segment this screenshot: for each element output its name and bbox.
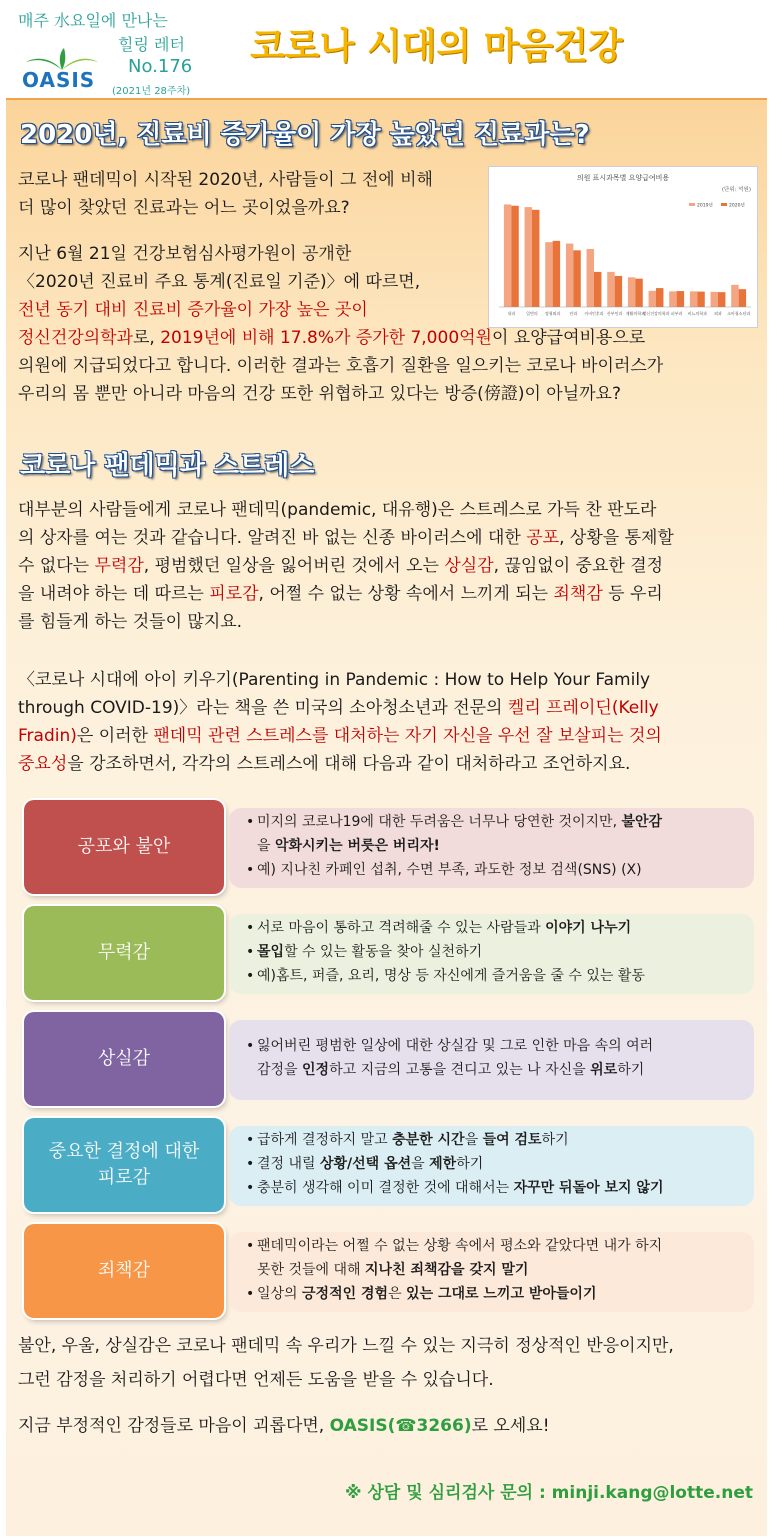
- text-line: [18, 722, 662, 750]
- text-line: [18, 552, 674, 580]
- chart-category-label: 정신건강의학과: [642, 311, 670, 316]
- text-line: [18, 580, 674, 608]
- stress-row: [24, 1012, 754, 1106]
- letter-caption: 힐링 레터: [118, 35, 185, 54]
- page-title: 코로나 시대의 마음건강: [250, 26, 623, 67]
- text-line: 대부분의 사람들에게 코로나 팬데믹(pandemic, 대유행)은 스트레스로 가득 찬 판도라: [18, 500, 657, 520]
- text-span: , 상황을 통제할: [559, 528, 674, 548]
- oasis-logo: [22, 48, 102, 98]
- contact-footer: ※ 상담 및 심리검사 문의 : minji.kang@lotte.net: [345, 1483, 753, 1503]
- legend-swatch: [689, 203, 695, 206]
- logo-text: OASIS: [22, 68, 96, 92]
- text-span: 을 강조하면서, 각각의 스트레스에 대해 다음과 같이 대처하라고 조언하지요.: [67, 754, 631, 774]
- highlight-text: 상실감: [444, 556, 494, 576]
- text-line: 코로나 팬데믹이 시작된 2020년, 사람들이 그 전에 비해: [18, 170, 433, 190]
- stress-label: 중요한 결정에 대한 피로감: [24, 1118, 224, 1212]
- stress-advice: [229, 1232, 754, 1312]
- highlight-text: 켈리 프레이딘(Kelly: [507, 698, 659, 718]
- advice-item: • 몰입할 수 있는 활동을 찾아 실천하기: [257, 940, 754, 964]
- issue-number: No.176: [128, 56, 193, 77]
- text-line: 를 힘들게 하는 것들이 많지요.: [18, 612, 243, 632]
- weekly-caption: 매주 水요일에 만나는: [18, 11, 168, 30]
- section-title-stress: 코로나 팬데믹과 스트레스: [20, 451, 315, 481]
- highlight-text: Fradin): [18, 726, 77, 746]
- chart-category-label: 소아청소년과: [727, 311, 751, 316]
- advice-item: • 예) 지나친 카페인 섭취, 수면 부족, 과도한 정보 검색(SNS) (X): [257, 858, 754, 882]
- legend-label: 2020년: [729, 203, 745, 209]
- stress-label: 무력감: [24, 906, 224, 1000]
- highlight-text: 팬데믹 관련 스트레스를 대처하는 자기 자신을 우선 잘 보살피는 것의: [153, 726, 662, 746]
- chart-bar: [731, 285, 738, 307]
- stress-row: [24, 800, 754, 894]
- legend-swatch: [721, 203, 727, 206]
- chart-bar: [718, 292, 725, 307]
- stress-advice: [229, 808, 754, 888]
- text-span: 수 없다는: [18, 556, 95, 576]
- advice-item: • 급하게 결정하지 말고 충분한 시간을 들여 검토하기: [257, 1128, 754, 1152]
- text-line: [18, 750, 662, 778]
- text-span: 로,: [132, 328, 161, 348]
- advice-item: • 결정 내릴 상황/선택 옵션을 제한하기: [257, 1152, 754, 1176]
- chart-category-label: 안과: [569, 311, 578, 316]
- advice-item: • 잃어버린 평범한 일상에 대한 상실감 및 그로 인한 마음 속의 여러 감정을 인정하고 지금의 고통을 견디고 있는 나 자신을 위로하기: [257, 1034, 754, 1082]
- header: [0, 0, 773, 96]
- legend-label: 2019년: [697, 203, 713, 209]
- chart-category-label: 내과: [507, 311, 516, 316]
- advice-item: • 충분히 생각해 이미 결정한 것에 대해서는 자꾸만 뒤돌아 보지 않기: [257, 1176, 754, 1200]
- text-line: 지난 6월 21일 건강보험심사평가원이 공개한: [18, 244, 352, 264]
- section-title-cost: 2020년, 진료비 증가율이 가장 높았던 진료과는?: [20, 120, 590, 150]
- text-span: 지금 부정적인 감정들로 마음이 괴롭다면,: [18, 1416, 330, 1436]
- text-line: [18, 524, 674, 552]
- text-span: through COVID-19)〉라는 책을 쓴 미국의 소아청소년과 전문의: [18, 698, 508, 718]
- highlight-text: 2019년에 비해 17.8%가 증가한 7,000억원: [160, 328, 492, 348]
- chart-unit: (단위: 억원): [721, 187, 751, 193]
- chart-bar: [697, 292, 704, 307]
- chart-title: 의원 표시과목별 요양급여비용: [576, 174, 670, 182]
- chart-category-label: 정형외과: [544, 311, 561, 316]
- stress-advice: [229, 1126, 754, 1206]
- highlight-line: 전년 동기 대비 진료비 증가율이 가장 높은 곳이: [18, 300, 368, 320]
- intro-paragraph: [18, 166, 433, 222]
- chart-bar: [711, 292, 718, 307]
- chart-bar: [690, 291, 697, 307]
- content-panel: [6, 98, 767, 1536]
- chart-category-label: 산부인과: [606, 311, 623, 316]
- highlight-text: 정신건강의학과: [18, 328, 133, 348]
- stress-row: [24, 1224, 754, 1318]
- advice-item: • 일상의 긍정적인 경험은 있는 그대로 느끼고 받아들이기: [257, 1282, 754, 1306]
- text-span: 등 우리: [602, 584, 663, 604]
- statistics-paragraph: [18, 240, 663, 408]
- text-span: 은 이러한: [76, 726, 154, 746]
- stress-label: 공포와 불안: [24, 800, 224, 894]
- advice-item: • 미지의 코로나19에 대한 두려움은 너무나 당연한 것이지만, 불안감 을 악화시키는 버릇은 버리자!: [257, 810, 754, 858]
- advice-item: • 서로 마음이 통하고 격려해줄 수 있는 사람들과 이야기 나누기: [257, 916, 754, 940]
- contact-highlight: OASIS(☎3266): [329, 1416, 472, 1436]
- chart-category-label: 비뇨의학과: [687, 311, 707, 316]
- stress-label: 상실감: [24, 1012, 224, 1106]
- text-line: [18, 694, 662, 722]
- highlight-text: 무력감: [94, 556, 144, 576]
- stress-row: [24, 906, 754, 1000]
- chart-bar: [739, 289, 746, 307]
- chart-category-label: 이비인후과: [584, 311, 604, 316]
- text-line: [18, 1412, 674, 1440]
- highlight-text: 죄책감: [553, 584, 603, 604]
- advice-item: • 팬데믹이라는 어쩔 수 없는 상황 속에서 평소와 같았다면 내가 하지 못한 것들에 대해 지나친 죄책감을 갖지 말기: [257, 1234, 754, 1282]
- text-line: 우리의 몸 뿐만 아니라 마음의 건강 또한 위협하고 있다는 방증(傍證)이 아닐까요?: [18, 384, 621, 404]
- stress-paragraph: [18, 496, 674, 636]
- text-line: [18, 324, 663, 352]
- stress-label: 죄책감: [24, 1224, 224, 1318]
- text-line: 더 많이 찾았던 진료과는 어느 곳이었을까요?: [18, 198, 350, 218]
- text-span: , 어쩔 수 없는 상황 속에서 느끼게 되는: [258, 584, 554, 604]
- stress-advice: [229, 914, 754, 994]
- book-paragraph: [18, 666, 662, 778]
- text-line: 〈2020년 진료비 주요 통계(진료일 기준)〉에 따르면,: [18, 272, 421, 292]
- highlight-text: 공포: [526, 528, 560, 548]
- text-span: , 끊임없이 중요한 결정: [493, 556, 664, 576]
- text-line: 그런 감정을 처리하기 어렵다면 언제든 도움을 받을 수 있습니다.: [18, 1370, 494, 1390]
- chart-category-label: 피부과: [670, 311, 683, 316]
- issue-week: (2021년 28주차): [112, 86, 191, 97]
- text-span: 이 요양급여비용으로: [491, 328, 646, 348]
- advice-item: • 예)홈트, 퍼즐, 요리, 명상 등 자신에게 즐거움을 줄 수 있는 활동: [257, 964, 754, 988]
- highlight-text: 중요성: [18, 754, 68, 774]
- chart-category-label: 일반의: [526, 311, 538, 316]
- text-line: 〈코로나 시대에 아이 키우기(Parenting in Pandemic : How to Help Your Family: [18, 670, 651, 690]
- closing-paragraph: [18, 1332, 674, 1440]
- chart-category-label: 재활의학과: [625, 311, 645, 316]
- stress-advice: [229, 1020, 754, 1100]
- text-span: 의 상자를 여는 것과 같습니다. 알려진 바 없는 신종 바이러스에 대한: [18, 528, 527, 548]
- stress-row: [24, 1118, 754, 1212]
- chart-bar: [669, 291, 676, 307]
- text-span: 을 내려야 하는 데 따르는: [18, 584, 210, 604]
- text-span: , 평범했던 일상을 잃어버린 것에서 오는: [143, 556, 445, 576]
- highlight-text: 피로감: [209, 584, 259, 604]
- text-line: 불안, 우울, 상실감은 코로나 팬데믹 속 우리가 느낄 수 있는 지극히 정상적인 반응이지만,: [18, 1336, 674, 1356]
- chart-bar: [677, 291, 684, 307]
- text-line: 의원에 지급되었다고 합니다. 이러한 결과는 호흡기 질환을 일으키는 코로나 바이러스가: [18, 356, 664, 376]
- text-span: 로 오세요!: [471, 1416, 550, 1436]
- chart-category-label: 외과: [714, 311, 722, 316]
